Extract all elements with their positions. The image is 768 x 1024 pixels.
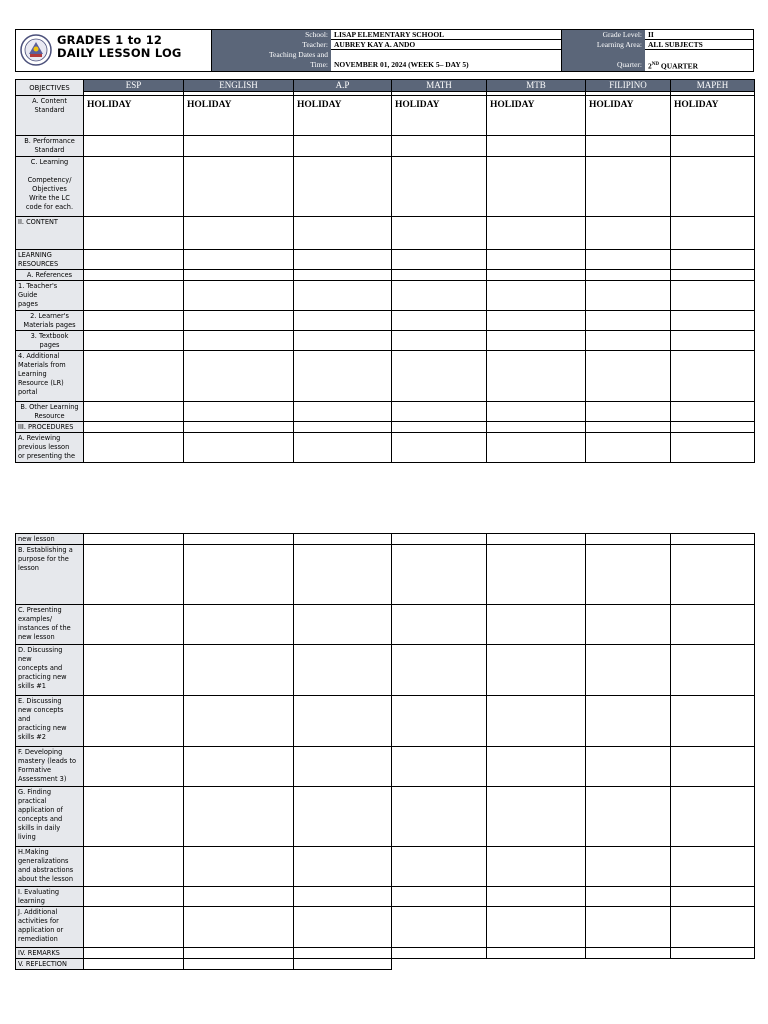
table-row	[16, 605, 755, 645]
lesson-cell[interactable]	[294, 136, 392, 157]
lesson-cell[interactable]	[392, 433, 487, 463]
lesson-cell[interactable]	[586, 605, 671, 645]
lesson-cell[interactable]	[487, 787, 586, 847]
header-info-grid	[211, 30, 753, 71]
subject-header-esp: ESP	[84, 80, 184, 92]
lesson-cell[interactable]	[84, 281, 184, 311]
lesson-cell[interactable]	[84, 136, 184, 157]
lesson-cell[interactable]	[392, 948, 487, 959]
teaching-dates-label-line2: Time:	[310, 60, 328, 69]
lesson-cell[interactable]	[84, 545, 184, 605]
lesson-cell[interactable]	[586, 747, 671, 787]
lesson-cell[interactable]	[84, 907, 184, 948]
lesson-cell[interactable]	[586, 331, 671, 351]
lesson-cell[interactable]	[586, 136, 671, 157]
lesson-cell[interactable]	[294, 907, 392, 948]
table-row	[16, 270, 755, 281]
lesson-cell[interactable]	[184, 787, 294, 847]
teaching-dates-value: NOVEMBER 01, 2024 (WEEK 5– DAY 5)	[334, 60, 469, 69]
lesson-cell[interactable]	[84, 847, 184, 887]
lesson-cell[interactable]	[671, 787, 755, 847]
lesson-cell[interactable]	[184, 217, 294, 250]
lesson-cell[interactable]	[487, 907, 586, 948]
lesson-cell[interactable]	[487, 217, 586, 250]
holiday-cell[interactable]: HOLIDAY	[184, 96, 294, 136]
table-row	[16, 545, 755, 605]
quarter-number: 2	[648, 61, 652, 71]
school-value: LISAP ELEMENTARY SCHOOL	[334, 30, 445, 39]
lesson-cell[interactable]	[487, 887, 586, 907]
lesson-cell[interactable]	[392, 696, 487, 747]
lesson-cell[interactable]	[184, 157, 294, 217]
lesson-cell[interactable]	[184, 331, 294, 351]
lesson-cell[interactable]	[392, 351, 487, 402]
lesson-cell[interactable]	[586, 907, 671, 948]
lesson-cell[interactable]	[294, 250, 392, 270]
table-row	[16, 534, 755, 545]
lesson-cell[interactable]	[392, 747, 487, 787]
lesson-cell[interactable]	[487, 402, 586, 422]
lesson-cell[interactable]	[671, 433, 755, 463]
subject-header-english: ENGLISH	[184, 80, 294, 92]
row-label: F. Developing mastery (leads to Formative Assessment 3)	[16, 747, 84, 787]
lesson-cell[interactable]	[671, 696, 755, 747]
lesson-cell[interactable]	[671, 136, 755, 157]
lesson-cell[interactable]	[84, 887, 184, 907]
lesson-cell[interactable]	[671, 747, 755, 787]
lesson-cell[interactable]	[84, 311, 184, 331]
lesson-cell[interactable]	[184, 907, 294, 948]
lesson-cell[interactable]	[84, 270, 184, 281]
lesson-cell[interactable]	[184, 959, 294, 970]
lesson-cell[interactable]	[671, 157, 755, 217]
row-label: IV. REMARKS	[16, 948, 84, 959]
lesson-cell[interactable]	[294, 645, 392, 696]
lesson-cell[interactable]	[487, 696, 586, 747]
lesson-cell[interactable]	[586, 433, 671, 463]
lesson-cell[interactable]	[184, 847, 294, 887]
lesson-cell[interactable]	[487, 605, 586, 645]
lesson-cell[interactable]	[671, 402, 755, 422]
quarter-value	[645, 60, 753, 70]
subject-header-mtb: MTB	[487, 80, 586, 92]
lesson-cell[interactable]	[487, 281, 586, 311]
lesson-cell[interactable]	[392, 270, 487, 281]
table-row	[16, 281, 755, 311]
lesson-cell[interactable]	[84, 534, 184, 545]
lesson-cell[interactable]	[487, 351, 586, 402]
row-label: B. Other Learning Resource	[16, 402, 84, 422]
lesson-cell[interactable]	[184, 645, 294, 696]
lesson-cell[interactable]	[392, 136, 487, 157]
lesson-cell[interactable]	[586, 311, 671, 331]
holiday-cell[interactable]: HOLIDAY	[487, 96, 586, 136]
lesson-cell[interactable]	[84, 422, 184, 433]
row-label: I. Evaluating learning	[16, 887, 84, 907]
lesson-cell[interactable]	[294, 270, 392, 281]
lesson-cell[interactable]	[671, 217, 755, 250]
row-label: G. Finding practical application of concepts and skills in daily living	[16, 787, 84, 847]
lesson-cell[interactable]	[392, 605, 487, 645]
table-row	[16, 136, 755, 157]
row-label: B. Establishing a purpose for the lesson	[16, 545, 84, 605]
table-row	[16, 645, 755, 696]
teacher-value: AUBREY KAY A. ANDO	[334, 40, 416, 49]
lesson-cell[interactable]	[84, 331, 184, 351]
lesson-cell[interactable]	[392, 422, 487, 433]
lesson-cell[interactable]	[392, 787, 487, 847]
lesson-cell[interactable]	[671, 907, 755, 948]
lesson-cell[interactable]	[586, 422, 671, 433]
empty-cell	[487, 959, 586, 970]
row-label: new lesson	[16, 534, 84, 545]
lesson-cell[interactable]	[671, 545, 755, 605]
lesson-cell[interactable]	[184, 351, 294, 402]
empty-cell	[671, 959, 755, 970]
lesson-cell[interactable]	[184, 948, 294, 959]
row-label: A. Content Standard	[16, 96, 84, 136]
lesson-cell[interactable]	[487, 270, 586, 281]
deped-seal-icon	[20, 34, 52, 66]
teaching-dates-label	[211, 50, 331, 71]
lesson-cell[interactable]	[84, 217, 184, 250]
lesson-cell[interactable]	[392, 402, 487, 422]
lesson-cell[interactable]	[392, 887, 487, 907]
lesson-cell[interactable]	[184, 402, 294, 422]
lesson-cell[interactable]	[294, 534, 392, 545]
document-title	[57, 34, 182, 60]
lesson-cell[interactable]	[294, 696, 392, 747]
table-row	[16, 422, 755, 433]
lesson-cell[interactable]	[84, 157, 184, 217]
lesson-cell[interactable]	[586, 250, 671, 270]
learning-area-value: ALL SUBJECTS	[648, 40, 703, 49]
lesson-cell[interactable]	[184, 136, 294, 157]
table-row	[16, 311, 755, 331]
lesson-cell[interactable]	[84, 351, 184, 402]
lesson-cell[interactable]	[586, 847, 671, 887]
lesson-cell[interactable]	[487, 433, 586, 463]
holiday-cell[interactable]: HOLIDAY	[586, 96, 671, 136]
lesson-cell[interactable]	[184, 433, 294, 463]
lesson-cell[interactable]	[294, 281, 392, 311]
row-label: B. Performance Standard	[16, 136, 84, 157]
lesson-cell[interactable]	[184, 534, 294, 545]
objectives-header: OBJECTIVES	[16, 80, 84, 96]
lesson-cell[interactable]	[294, 157, 392, 217]
lesson-cell[interactable]	[392, 311, 487, 331]
row-label: D. Discussing new concepts and practicing new skills #1	[16, 645, 84, 696]
lesson-cell[interactable]	[671, 422, 755, 433]
table-row	[16, 847, 755, 887]
lesson-cell[interactable]	[184, 696, 294, 747]
row-label: E. Discussing new concepts and practicing new skills #2	[16, 696, 84, 747]
lesson-cell[interactable]	[84, 959, 184, 970]
subject-header-math: MATH	[392, 80, 487, 92]
lesson-cell[interactable]	[586, 887, 671, 907]
teacher-label: Teacher:	[211, 40, 331, 50]
quarter-word: QUARTER	[660, 61, 699, 71]
lesson-cell[interactable]	[392, 907, 487, 948]
table-row	[16, 747, 755, 787]
table-row	[16, 959, 755, 970]
lesson-cell[interactable]	[392, 250, 487, 270]
lesson-cell[interactable]	[294, 959, 392, 970]
lesson-cell[interactable]	[586, 270, 671, 281]
lesson-cell[interactable]	[294, 887, 392, 907]
row-label: J. Additional activities for application or remediation	[16, 907, 84, 948]
lesson-cell[interactable]	[586, 948, 671, 959]
lesson-cell[interactable]	[671, 645, 755, 696]
holiday-cell[interactable]: HOLIDAY	[84, 96, 184, 136]
lesson-log-header	[15, 29, 754, 72]
lesson-cell[interactable]	[671, 948, 755, 959]
lesson-cell[interactable]	[84, 787, 184, 847]
lesson-cell[interactable]	[586, 534, 671, 545]
teaching-dates-label-line1: Teaching Dates and	[268, 50, 328, 59]
lesson-cell[interactable]	[487, 157, 586, 217]
lesson-cell[interactable]	[294, 605, 392, 645]
lesson-cell[interactable]	[487, 747, 586, 787]
lesson-cell[interactable]	[294, 787, 392, 847]
quarter-label-cell	[561, 50, 645, 71]
row-label: C. Presenting examples/ instances of the new lesson	[16, 605, 84, 645]
lesson-cell[interactable]	[671, 270, 755, 281]
empty-cell	[586, 959, 671, 970]
lesson-log-table-page-2	[15, 533, 755, 970]
quarter-label: Quarter:	[617, 60, 642, 69]
lesson-cell[interactable]	[671, 281, 755, 311]
lesson-cell[interactable]	[671, 887, 755, 907]
row-label: A. References	[16, 270, 84, 281]
lesson-cell[interactable]	[487, 645, 586, 696]
title-block	[16, 30, 211, 71]
lesson-cell[interactable]	[184, 545, 294, 605]
lesson-cell[interactable]	[392, 645, 487, 696]
lesson-cell[interactable]	[586, 402, 671, 422]
row-label: H.Making generalizations and abstractions about the lesson	[16, 847, 84, 887]
table-row	[16, 948, 755, 959]
lesson-cell[interactable]	[294, 217, 392, 250]
lesson-cell[interactable]	[392, 534, 487, 545]
lesson-cell[interactable]	[392, 847, 487, 887]
lesson-cell[interactable]	[392, 545, 487, 605]
lesson-cell[interactable]	[294, 747, 392, 787]
subject-header-filipino: FILIPINO	[586, 80, 671, 92]
lesson-cell[interactable]	[294, 422, 392, 433]
lesson-cell[interactable]	[84, 605, 184, 645]
lesson-cell[interactable]	[487, 422, 586, 433]
lesson-cell[interactable]	[294, 433, 392, 463]
lesson-cell[interactable]	[294, 351, 392, 402]
lesson-cell[interactable]	[487, 136, 586, 157]
lesson-cell[interactable]	[84, 250, 184, 270]
lesson-cell[interactable]	[671, 847, 755, 887]
row-label: II. CONTENT	[16, 217, 84, 250]
lesson-cell[interactable]	[671, 250, 755, 270]
lesson-cell[interactable]	[586, 157, 671, 217]
table-row	[16, 887, 755, 907]
lesson-cell[interactable]	[294, 545, 392, 605]
lesson-cell[interactable]	[671, 331, 755, 351]
lesson-cell[interactable]	[184, 270, 294, 281]
lesson-cell[interactable]	[487, 250, 586, 270]
grade-level-label: Grade Level:	[561, 30, 645, 40]
lesson-cell[interactable]	[184, 887, 294, 907]
lesson-cell[interactable]	[487, 948, 586, 959]
lesson-cell[interactable]	[586, 645, 671, 696]
subject-header-ap: A.P	[294, 80, 392, 92]
table-row	[16, 217, 755, 250]
table-row	[16, 331, 755, 351]
holiday-cell[interactable]: HOLIDAY	[671, 96, 755, 136]
lesson-cell[interactable]	[392, 217, 487, 250]
lesson-cell[interactable]	[392, 331, 487, 351]
row-label: 3. Textbook pages	[16, 331, 84, 351]
lesson-cell[interactable]	[487, 331, 586, 351]
lesson-cell[interactable]	[84, 696, 184, 747]
lesson-cell[interactable]	[184, 281, 294, 311]
school-label: School:	[211, 30, 331, 40]
lesson-cell[interactable]	[294, 402, 392, 422]
table-row	[16, 696, 755, 747]
table-row	[16, 402, 755, 422]
row-label: A. Reviewing previous lesson or presenting the	[16, 433, 84, 463]
lesson-cell[interactable]	[84, 433, 184, 463]
lesson-cell[interactable]	[586, 787, 671, 847]
lesson-cell[interactable]	[586, 217, 671, 250]
row-label: 2. Learner's Materials pages	[16, 311, 84, 331]
lesson-cell[interactable]	[294, 847, 392, 887]
row-label: C. Learning Competency/ Objectives Write the LC code for each.	[16, 157, 84, 217]
lesson-cell[interactable]	[84, 645, 184, 696]
lesson-cell[interactable]	[487, 847, 586, 887]
lesson-cell[interactable]	[487, 534, 586, 545]
lesson-cell[interactable]	[586, 545, 671, 605]
lesson-cell[interactable]	[586, 351, 671, 402]
learning-area-label: Learning Area:	[561, 40, 645, 50]
holiday-cell[interactable]: HOLIDAY	[392, 96, 487, 136]
lesson-cell[interactable]	[184, 311, 294, 331]
lesson-cell[interactable]	[671, 351, 755, 402]
lesson-cell[interactable]	[294, 331, 392, 351]
table-row	[16, 433, 755, 463]
lesson-cell[interactable]	[184, 250, 294, 270]
table-row	[16, 787, 755, 847]
title-line-1: GRADES 1 to 12	[57, 33, 163, 47]
row-label: 1. Teacher's Guide pages	[16, 281, 84, 311]
quarter-ordinal: ND	[651, 62, 659, 67]
lesson-cell[interactable]	[184, 747, 294, 787]
table-row	[16, 157, 755, 217]
lesson-cell[interactable]	[84, 948, 184, 959]
row-label: LEARNING RESOURCES	[16, 250, 84, 270]
title-line-2: DAILY LESSON LOG	[57, 46, 182, 60]
lesson-cell[interactable]	[487, 311, 586, 331]
lesson-cell[interactable]	[184, 422, 294, 433]
lesson-cell[interactable]	[586, 696, 671, 747]
table-row	[16, 351, 755, 402]
row-label: 4. Additional Materials from Learning Resource (LR) portal	[16, 351, 84, 402]
lesson-cell[interactable]	[392, 281, 487, 311]
lesson-log-table-page-1	[15, 79, 755, 463]
table-row	[16, 96, 755, 136]
lesson-cell[interactable]	[84, 747, 184, 787]
row-label: V. REFLECTION	[16, 959, 84, 970]
empty-cell	[392, 959, 487, 970]
lesson-cell[interactable]	[184, 605, 294, 645]
lesson-cell[interactable]	[294, 311, 392, 331]
table-row	[16, 907, 755, 948]
holiday-cell[interactable]: HOLIDAY	[294, 96, 392, 136]
lesson-cell[interactable]	[294, 948, 392, 959]
lesson-cell[interactable]	[671, 311, 755, 331]
lesson-cell[interactable]	[671, 534, 755, 545]
lesson-cell[interactable]	[392, 157, 487, 217]
lesson-cell[interactable]	[586, 281, 671, 311]
table-row	[16, 250, 755, 270]
lesson-cell[interactable]	[671, 605, 755, 645]
subject-header-mapeh: MAPEH	[671, 80, 755, 92]
row-label: III. PROCEDURES	[16, 422, 84, 433]
lesson-cell[interactable]	[487, 545, 586, 605]
grade-level-value: II	[648, 30, 654, 39]
lesson-cell[interactable]	[84, 402, 184, 422]
